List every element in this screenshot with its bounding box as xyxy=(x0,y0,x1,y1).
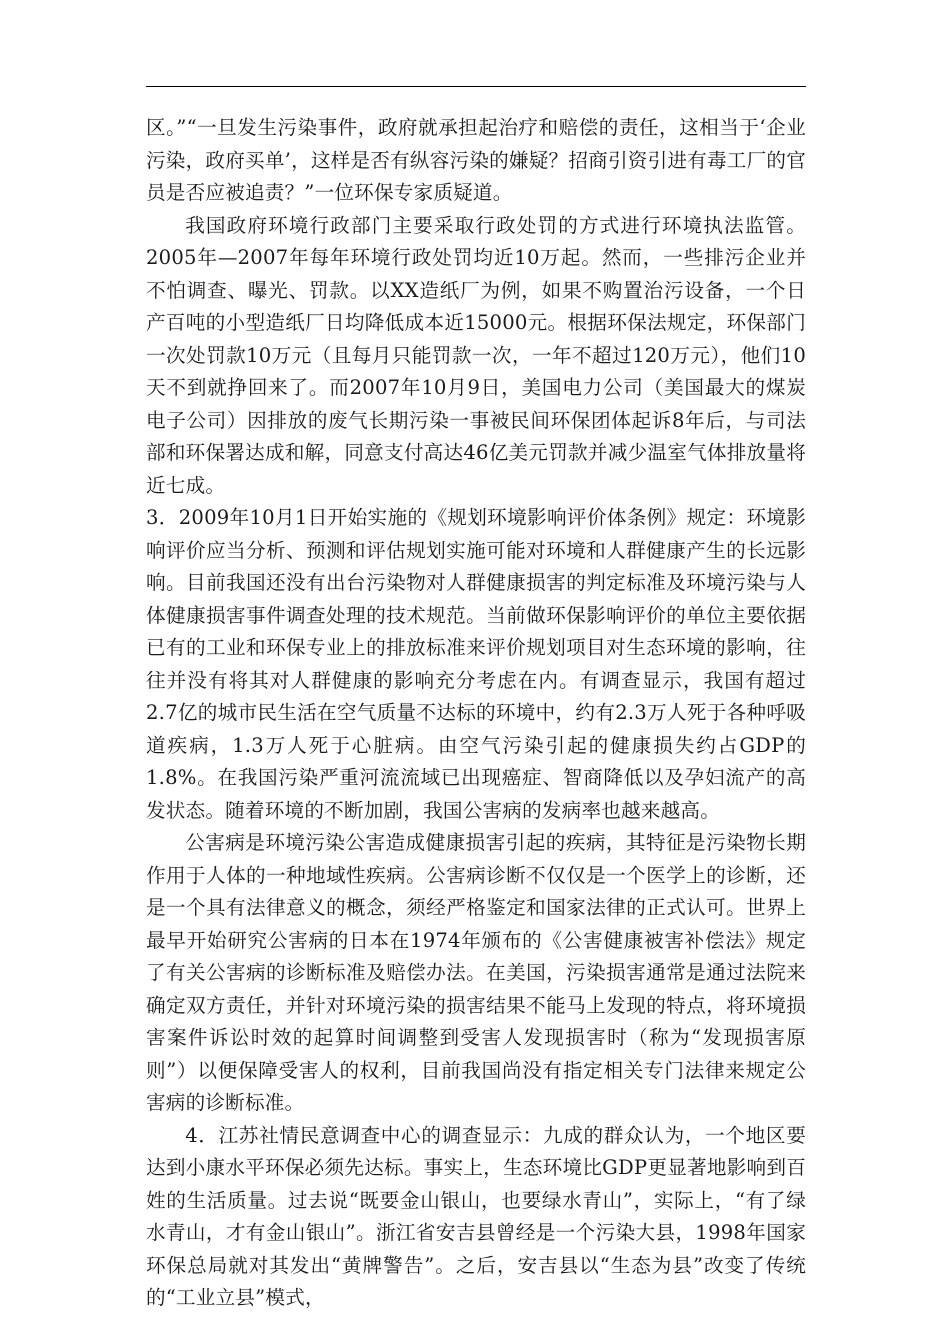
header-rule xyxy=(146,86,806,87)
paragraph-item-4: 4．江苏社情民意调查中心的调查显示：九成的群众认为，一个地区要达到小康水平环保必须先达标。事实上，生态环境比GDP更显著地影响到百姓的生活质量。过去说“既要金山银山，也要绿水青山”，实际上，“有了绿水青山，才有金山银山”。浙江省安吉县曾经是一个污染大县，1998年国家环保总局就对其发出“黄牌警告”。之后，安吉县以“生态为县”改变了传统的“工业立县”模式， xyxy=(146,1123,806,1309)
paragraph-enforcement: 我国政府环境行政部门主要采取行政处罚的方式进行环境执法监管。2005年—2007年每年环境行政处罚均近10万起。然而，一些排污企业并不怕调查、曝光、罚款。以XX造纸厂为例，如果不购置治污设备，一个日产百吨的小型造纸厂日均降低成本近15000元。根据环保法规定，环保部门一次处罚款10万元（且每月只能罚款一次，一年不超过120万元），他们10天不到就挣回来了。而2007年10月9日，美国电力公司（美国最大的煤炭电子公司）因排放的废气长期污染一事被民间环保团体起诉8年后，与司法部和环保署达成和解，同意支付高达46亿美元罚款并减少温室气体排放量将近七成。 xyxy=(146,213,806,497)
document-body xyxy=(146,112,806,1315)
paragraph-item-3: 3．2009年10月1日开始实施的《规划环境影响评价体条例》规定：环境影响评价应当分析、预测和评估规划实施可能对环境和人群健康产生的长远影响。目前我国还没有出台污染物对人群健康损害的判定标准及环境污染与人体健康损害事件调查处理的技术规范。当前做环保影响评价的单位主要依据已有的工业和环保专业上的排放标准来评价规划项目对生态环境的影响，往往并没有将其对人群健康的影响充分考虑在内。有调查显示，我国有超过2.7亿的城市民生活在空气质量不达标的环境中，约有2.3万人死于各种呼吸道疾病，1.3万人死于心脏病。由空气污染引起的健康损失约占GDP的1.8%。在我国污染严重河流流域已出现癌症、智商降低以及孕妇流产的高发状态。随着环境的不断加剧，我国公害病的发病率也越来越高。 xyxy=(146,506,806,822)
paragraph-continuation: 区。”“一旦发生污染事件，政府就承担起治疗和赔偿的责任，这相当于‘企业污染，政府买单’，这样是否有纵容污染的嫌疑？招商引资引进有毒工厂的官员是否应被追责？”一位环保专家质疑道。 xyxy=(146,116,806,204)
paragraph-pollution-disease: 公害病是环境污染公害造成健康损害引起的疾病，其特征是污染物长期作用于人体的一种地域性疾病。公害病诊断不仅仅是一个医学上的诊断，还是一个具有法律意义的概念，须经严格鉴定和国家法律的正式认可。世界上最早开始研究公害病的日本在1974年颁布的《公害健康被害补偿法》规定了有关公害病的诊断标准及赔偿办法。在美国，污染损害通常是通过法院来确定双方责任，并针对环境污染的损害结果不能马上发现的特点，将环境损害案件诉讼时效的起算时间调整到受害人发现损害时（称为“发现损害原则”）以便保障受害人的权利，目前我国尚没有指定相关专门法律来规定公害病的诊断标准。 xyxy=(146,831,806,1114)
